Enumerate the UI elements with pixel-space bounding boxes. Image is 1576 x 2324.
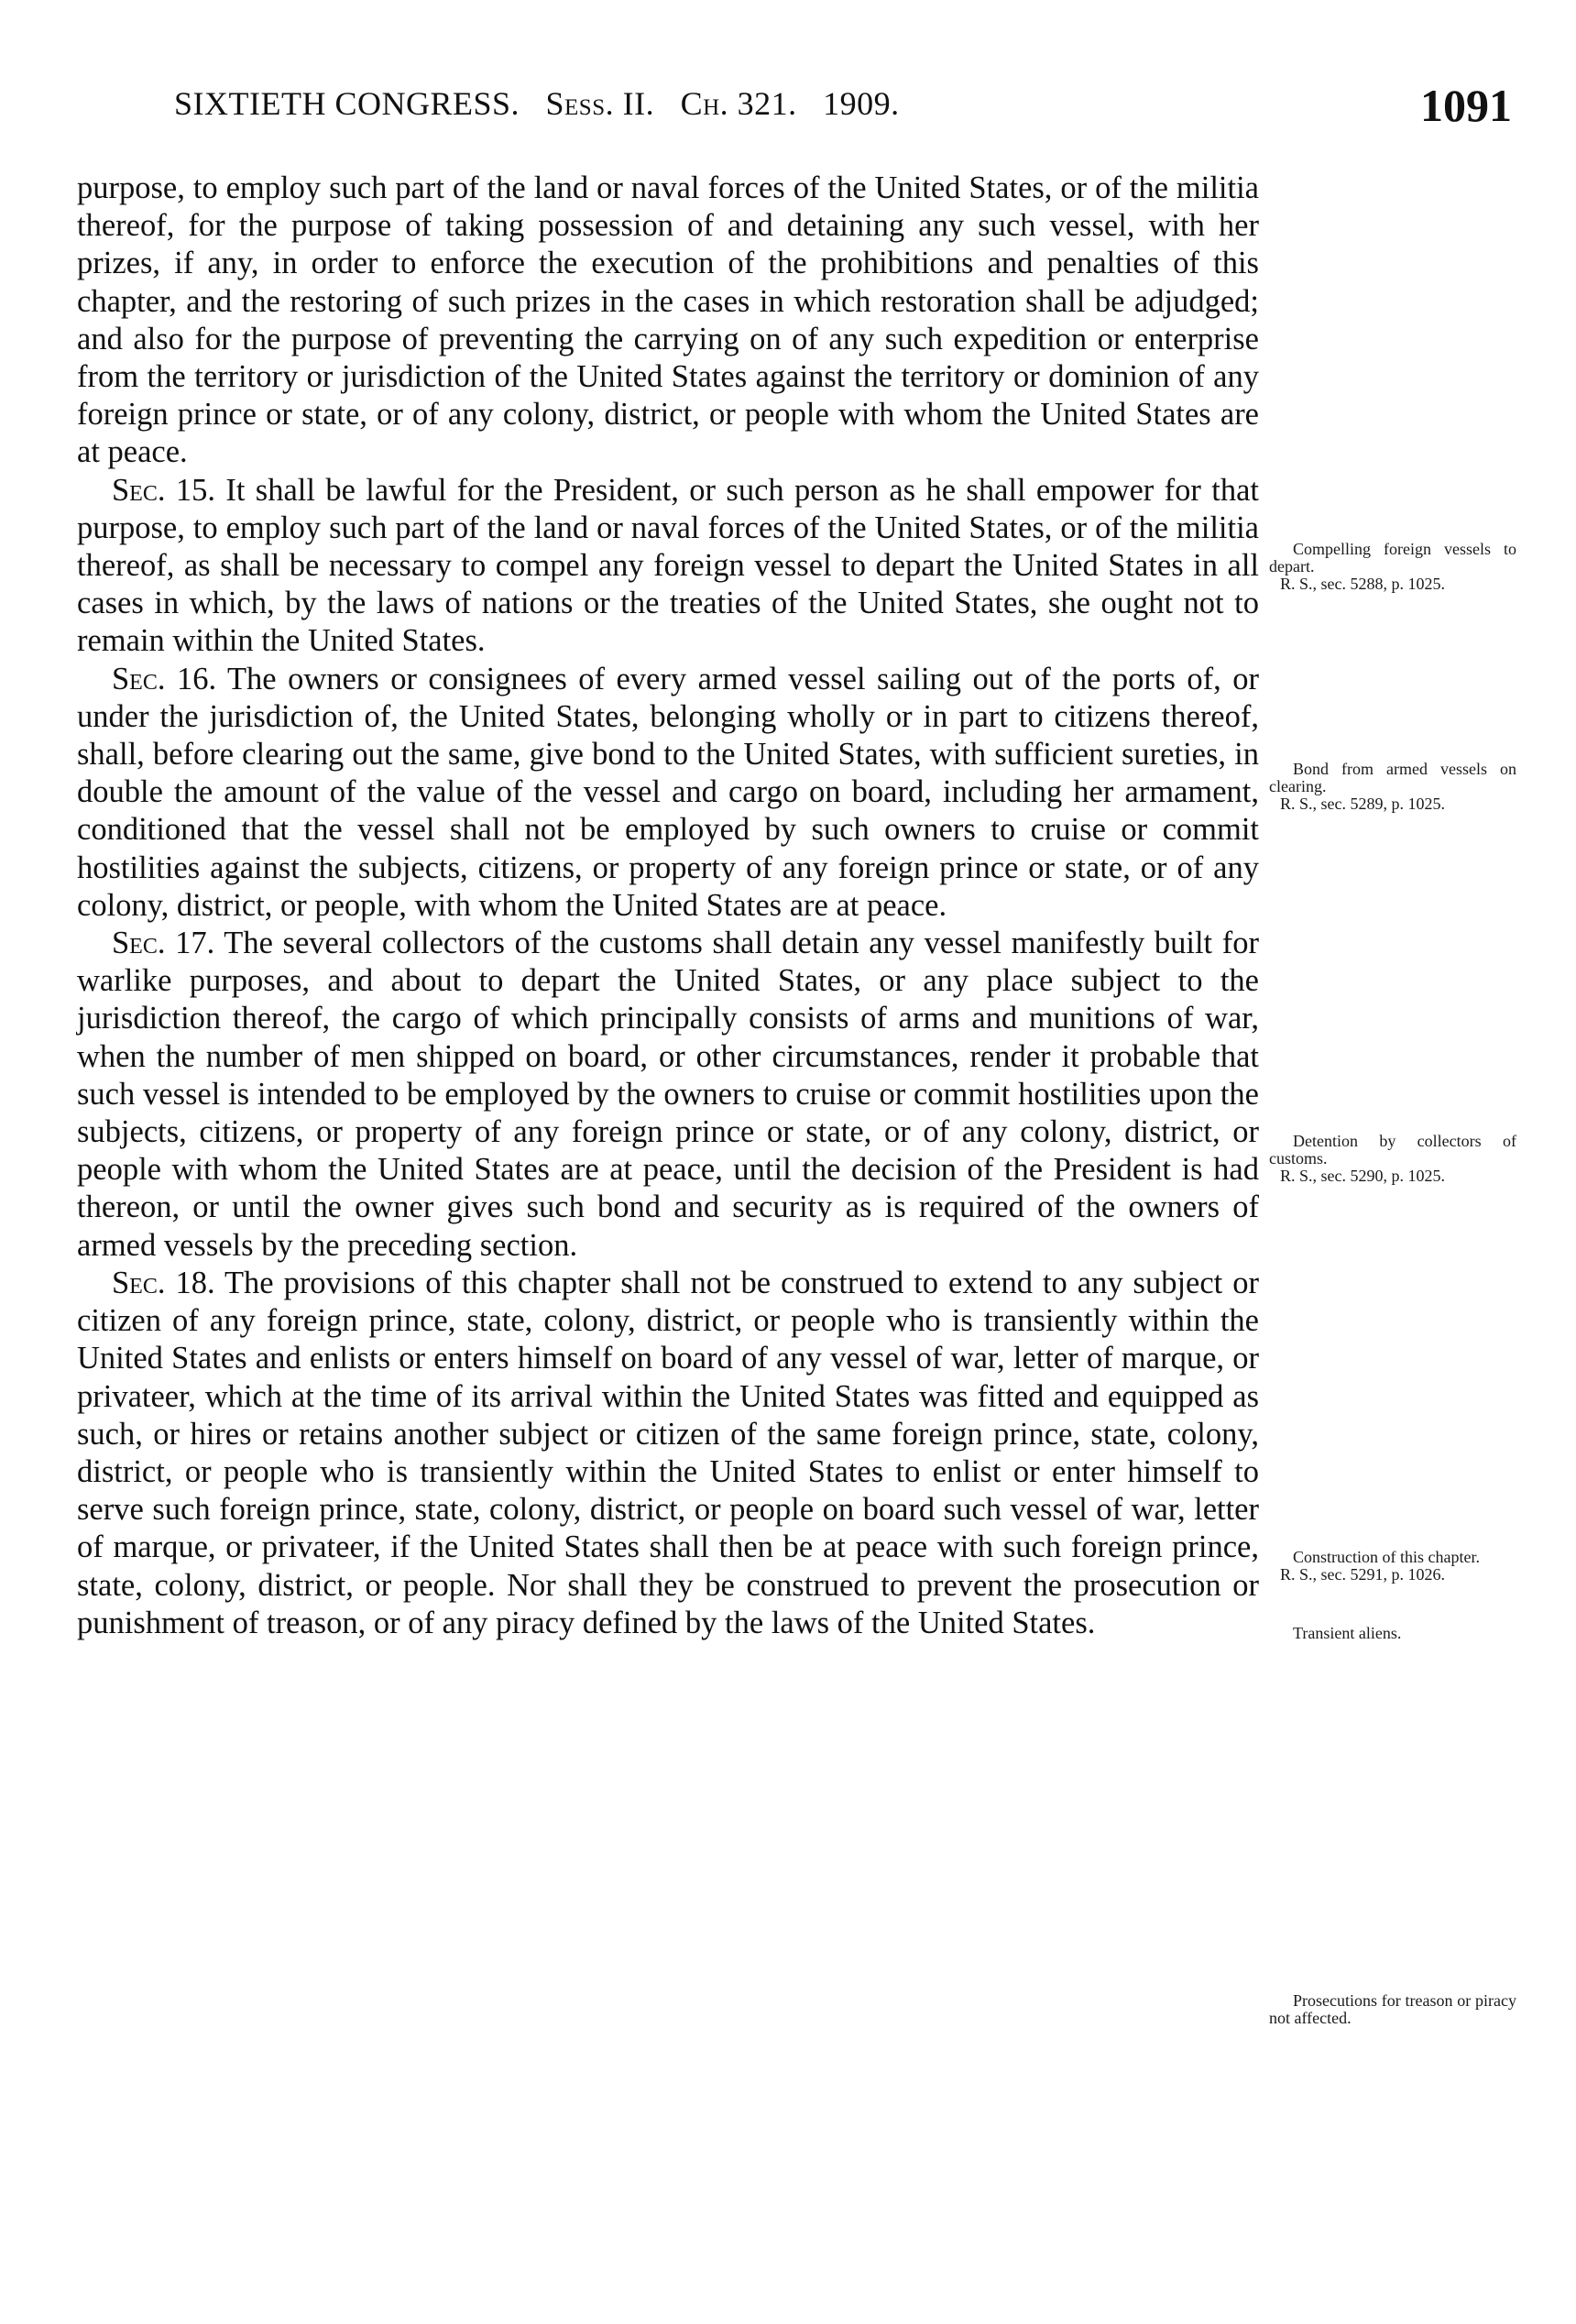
margin-note-prosecutions <box>1269 1992 1516 2027</box>
running-head <box>174 84 900 123</box>
congress-label: SIXTIETH CONGRESS. <box>174 85 520 122</box>
margin-note-reference: R. S., sec. 5290, p. 1025. <box>1280 1167 1445 1185</box>
section-17 <box>77 925 1259 1265</box>
section-18 <box>77 1265 1259 1642</box>
session-label: Sess. II. <box>545 85 655 122</box>
section-15 <box>77 472 1259 661</box>
section-16-label: Sec. 16. <box>112 661 217 696</box>
continuation-paragraph: purpose, to employ such part of the land or naval forces of the United States, or of the militia thereof, for the purpose of taking possession of and detaining any such vessel, with her prizes, if any, in order to enforce the execution of the prohibitions and penalties of this chapter, and the restoring of such prizes in the cases in which restoration shall be adjudged; and also for the purpose of preventing the carrying on of any such expedition or enterprise from the territory or jurisdiction of the United States against the territory or dominion of any foreign prince or state, or of any colony, district, or people with whom the United States are at peace. <box>77 170 1259 470</box>
margin-note-construction-of-chapter <box>1269 1549 1516 1584</box>
margin-note-title: Compelling foreign vessels to depart. <box>1269 540 1516 576</box>
margin-note-transient-aliens <box>1269 1625 1516 1642</box>
year-label: 1909. <box>823 85 900 122</box>
page-header <box>0 80 1576 139</box>
margin-note-title: Bond from armed vessels on clearing. <box>1269 760 1516 795</box>
margin-note-detention-by-collectors <box>1269 1133 1516 1185</box>
margin-note-title: Construction of this chapter. <box>1293 1548 1480 1566</box>
margin-note-reference: R. S., sec. 5289, p. 1025. <box>1280 795 1445 813</box>
section-17-label: Sec. 17. <box>112 926 215 961</box>
margin-note-title: Transient aliens. <box>1293 1624 1402 1642</box>
section-18-text: The provisions of this chapter shall not be construed to extend to any subject or citizen of any foreign prince, state, colony, district, or people who is transiently within the United States and enlists or enters himself on board of any vessel of war, letter of marque, or privateer, which at the time of its arrival within the United States was fitted and equipped as such, or hires or retains another subject or citizen of the same foreign prince, state, colony, district, or people who is transiently within the United States to enlist or enter himself to serve such foreign prince, state, colony, district, or people on board such vessel of war, letter of marque, or privateer, if the United States shall then be at peace with such foreign prince, state, colony, district, or people. Nor shall they be construed to prevent the prosecution or punishment of treason, or of any piracy defined by the laws of the United States. <box>77 1265 1259 1640</box>
margin-note-reference: R. S., sec. 5291, p. 1026. <box>1280 1565 1445 1584</box>
margin-note-title: Prosecutions for treason or piracy not affected. <box>1269 1991 1516 2027</box>
margin-note-compelling-foreign-vessels <box>1269 541 1516 593</box>
margin-note-reference: R. S., sec. 5288, p. 1025. <box>1280 575 1445 593</box>
section-16 <box>77 661 1259 925</box>
margin-note-bond-armed-vessels <box>1269 761 1516 813</box>
section-18-label: Sec. 18. <box>112 1265 215 1300</box>
section-15-text: It shall be lawful for the President, or such person as he shall empower for that purpose, to employ such part of the land or naval forces of the United States, or of the militia thereof, as shall be necessary to compel any foreign vessel to depart the United States in all cases in which, by the laws of nations or the treaties of the United States, she ought not to remain within the United States. <box>77 472 1260 659</box>
chapter-label: Ch. 321. <box>680 85 797 122</box>
section-17-text: The several collectors of the customs shall detain any vessel manifestly built for warlike purposes, and about to depart the United States, or any place subject to the jurisdiction thereof, the cargo of which principally consists of arms and munitions of war, when the number of men shipped on board, or other circumstances, render it probable that such vessel is intended to be employed by the owners to cruise or commit hostilities upon the subjects, citizens, or property of any foreign prince or state, or of any colony, district, or people with whom the United States are at peace, until the decision of the President is had thereon, or until the owner gives such bond and security as is required of the owners of armed vessels by the preceding section. <box>77 926 1259 1263</box>
page-number: 1091 <box>1420 80 1512 131</box>
margin-note-title: Detention by collectors of customs. <box>1269 1132 1516 1167</box>
statute-text <box>77 170 1259 1642</box>
section-16-text: The owners or consignees of every armed vessel sailing out of the ports of, or under the jurisdiction of, the United States, belonging wholly or in part to citizens thereof, shall, before clearing out the same, give bond to the United States, with sufficient sureties, in double the amount of the value of the vessel and cargo on board, including her armament, conditioned that the vessel shall not be employed by such owners to cruise or commit hostilities against the subjects, citizens, or property of any foreign prince or state, or of any colony, district, or people, with whom the United States are at peace. <box>77 661 1259 923</box>
section-15-label: Sec. 15. <box>112 472 215 508</box>
